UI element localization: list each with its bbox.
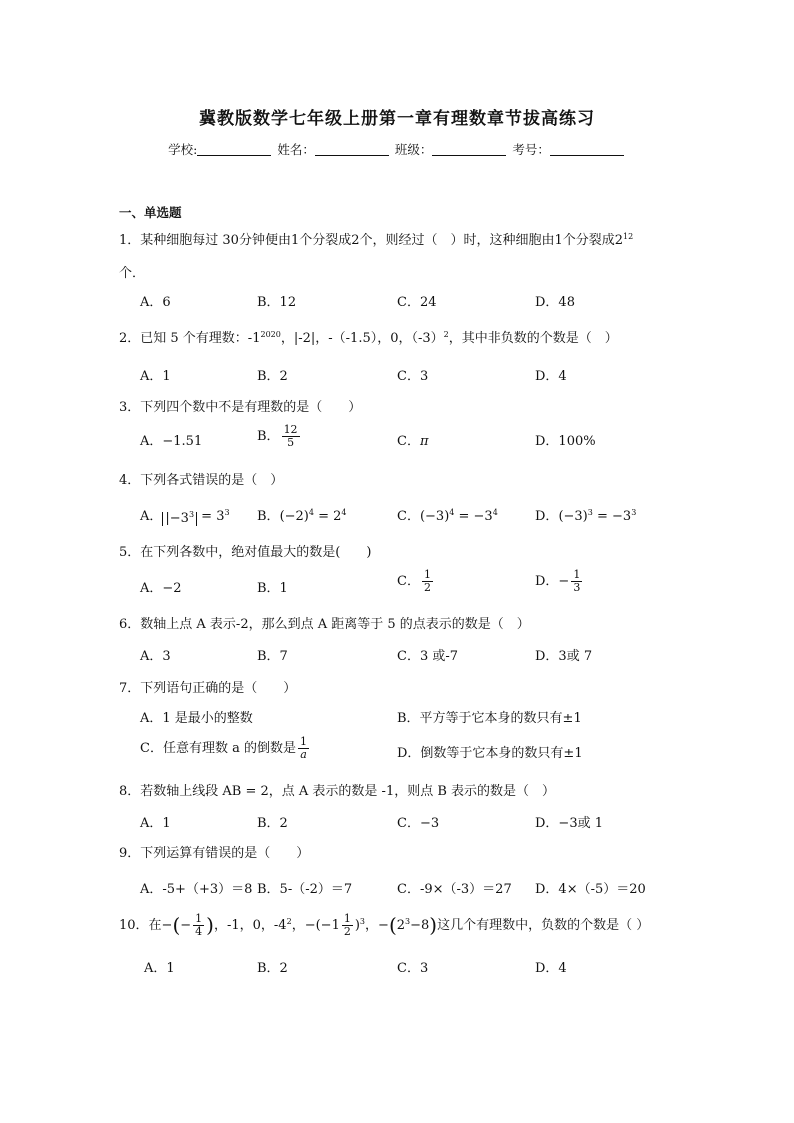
q7-c-fraction: $\frac{1}{a}$ [299,735,307,761]
question-2-stem: 2．已知 5 个有理数：$-1^{2020}$，|-2|，-（-1.5），0，$(-3)^2$，其中非负数的个数是（ ） [119,330,618,346]
name-label: 姓名： [277,142,315,157]
question-4-stem: 4．下列各式错误的是（ ） [119,473,284,488]
class-blank[interactable] [432,143,506,156]
q7-option-d[interactable]: D．倒数等于它本身的数只有±1 [397,746,583,761]
question-5-stem: 5．在下列各数中，绝对值最大的数是( ) [119,545,372,560]
q1-text: 1．某种细胞每过 30分钟便由1个分裂成2个，则经过（ ）时，这种细胞由1个分裂成2 [119,233,624,248]
q9-option-b[interactable]: B．5-（-2）＝7 [257,882,353,897]
q4-option-d[interactable]: D．$(-3)^3 = -3^3$ [535,508,637,524]
q5-d-fraction: $\frac{1}{3}$ [573,568,581,594]
q7-option-b[interactable]: B．平方等于它本身的数只有±1 [397,711,582,726]
q10-option-c[interactable]: C．3 [397,961,429,976]
q3-b-fraction: $\frac{12}{5}$ [283,423,298,449]
class-label: 班级： [394,142,433,157]
q2-option-d[interactable]: D．4 [535,369,567,384]
q4-a-abs: $|-3^3$ [162,512,197,526]
q1-option-c[interactable]: C．24 [397,295,437,310]
question-9-stem: 9．下列运算有错误的是（ ） [119,846,310,861]
question-7-stem: 7．下列语句正确的是（ ） [119,681,297,696]
q1-option-a[interactable]: A．6 [140,295,171,310]
q10-option-d[interactable]: D．4 [535,961,567,976]
question-1-stem-cont: 个． [119,266,146,281]
q2-option-c[interactable]: C．3 [397,369,429,384]
q5-option-d[interactable]: D．− $\frac{1}{3}$ [535,568,581,594]
q5-option-b[interactable]: B．1 [257,581,288,596]
q8-option-c[interactable]: C．−3 [397,816,440,831]
q5-c-fraction: $\frac{1}{2}$ [423,568,431,594]
school-blank[interactable] [197,143,271,156]
q3-option-a[interactable]: A．−1.51 [140,434,203,449]
question-10-stem: 10．在−(− $\frac{1}{4}$ )，-1，0，$-4^2$，−(−1 $\frac{1}{2}$ )$^3$，$-(2^3-8)$这几个有理数中，负数的个数是（ ） [119,912,650,938]
q6-option-c[interactable]: C．3 或-7 [397,649,459,664]
q9-option-a[interactable]: A．-5+（+3）＝8 [140,882,253,897]
question-1-stem [119,229,633,248]
q4-option-b[interactable]: B．$(-2)^4 = 2^4$ [257,508,347,524]
student-info-line [0,140,794,158]
q10-fraction-1: $\frac{1}{4}$ [195,912,203,938]
q6-option-d[interactable]: D．3或 7 [535,649,593,664]
page-title: 冀教版数学七年级上册第一章有理数章节拔高练习 [199,109,595,129]
q2-option-a[interactable]: A．1 [140,369,171,384]
q6-option-b[interactable]: B．7 [257,649,288,664]
q6-option-a[interactable]: A．3 [140,649,171,664]
q8-option-b[interactable]: B．2 [257,816,288,831]
q2-option-b[interactable]: B．2 [257,369,288,384]
name-blank[interactable] [315,143,389,156]
q8-option-a[interactable]: A．1 [140,816,171,831]
q3-option-c[interactable]: C．π [397,434,429,449]
q9-option-d[interactable]: D．4×（-5）＝20 [535,882,646,897]
section-heading: 一、单选题 [119,205,182,220]
q7-option-a[interactable]: A．1 是最小的整数 [140,711,253,726]
q1-option-b[interactable]: B．12 [257,295,297,310]
question-6-stem: 6．数轴上点 A 表示-2，那么到点 A 距离等于 5 的点表示的数是（ ） [119,617,530,632]
exam-no-blank[interactable] [550,143,624,156]
q3-option-b[interactable]: B． $\frac{12}{5}$ [257,423,298,449]
q4-option-a[interactable]: A． $|-3^3 = 3^3$ [140,508,230,526]
q10-option-a[interactable]: A．1 [144,961,175,976]
q5-option-a[interactable]: A．−2 [140,581,182,596]
q1-sup: 12 [623,232,634,241]
q3-option-d[interactable]: D．100% [535,434,596,449]
school-label: 学校: [168,142,198,157]
q1-option-d[interactable]: D．48 [535,295,575,310]
q9-option-c[interactable]: C．-9×（-3）＝27 [397,882,512,897]
q7-option-c[interactable]: C．任意有理数 a 的倒数是 $\frac{1}{a}$ [140,735,307,761]
question-3-stem: 3．下列四个数中不是有理数的是（ ） [119,400,362,415]
exam-no-label: 考号： [512,142,550,157]
q5-option-c[interactable]: C． $\frac{1}{2}$ [397,568,431,594]
q10-option-b[interactable]: B．2 [257,961,288,976]
q4-option-c[interactable]: C．$(-3)^4 = -3^4$ [397,508,498,524]
q10-fraction-2: $\frac{1}{2}$ [343,912,351,938]
q8-option-d[interactable]: D．−3或 1 [535,816,603,831]
question-8-stem: 8．若数轴上线段 AB = 2，点 A 表示的数是 -1，则点 B 表示的数是（ ） [119,784,556,799]
